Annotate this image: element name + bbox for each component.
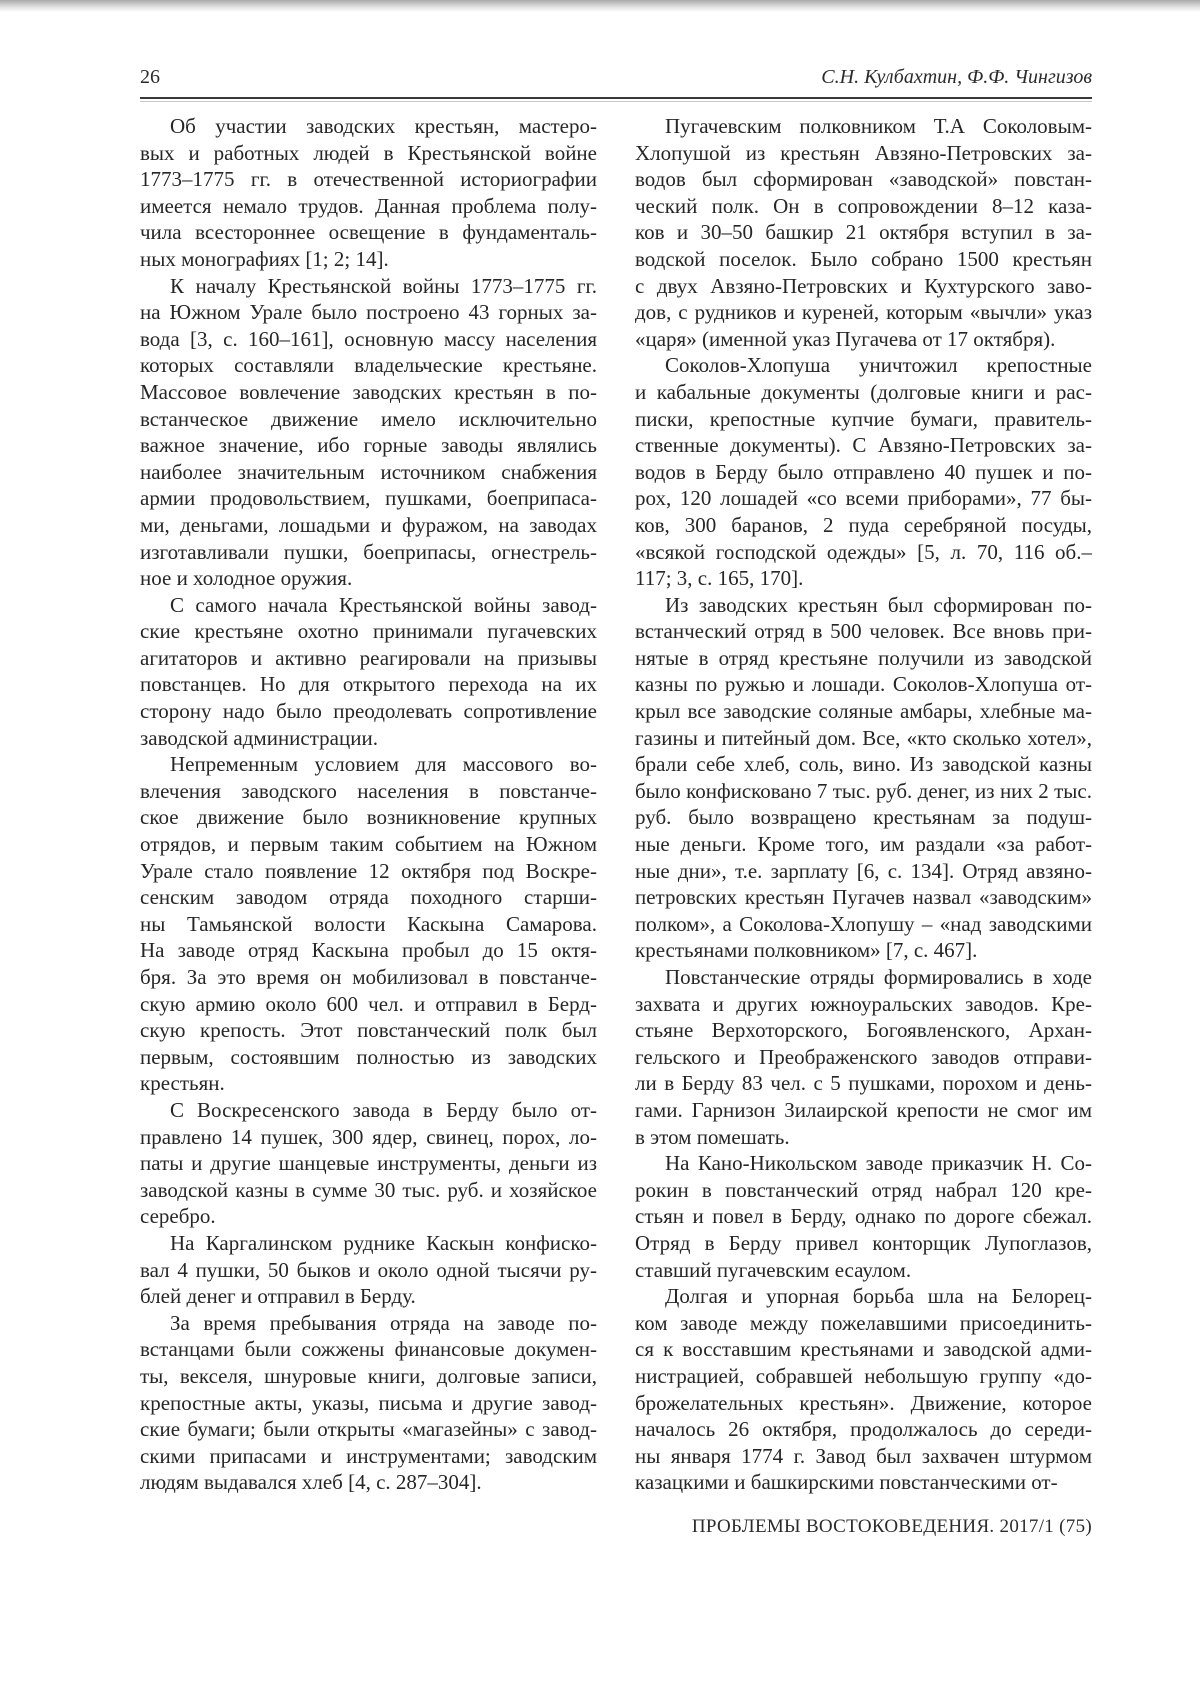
text-line: За время пребывания отряда на заводе по-	[170, 1310, 597, 1335]
text-line: водов в Берду было отправлено 40 пушек и по-	[635, 459, 1092, 484]
text-line: нятые в отряд крестьяне получили из заводской	[635, 645, 1092, 670]
text-line: на Южном Урале было построено 43 горных за-	[140, 300, 597, 325]
text-line: сенским заводом отряда походного старши-	[140, 885, 597, 910]
text-line: агитаторов и активно реагировали на призывы	[140, 645, 597, 670]
text-line: 117; 3, с. 165, 170].	[635, 566, 804, 591]
text-line: Массовое вовлечение заводских крестьян в по-	[140, 379, 597, 404]
text-line: руб. было возвращено крестьянам за подуш-	[635, 805, 1092, 830]
header-rule-divider	[140, 97, 1092, 102]
paragraph	[140, 1097, 597, 1230]
page-header	[140, 66, 1092, 89]
text-line: ские крестьяне охотно принимали пугачевских	[140, 619, 597, 644]
text-line: На заводе отряд Каскына пробыл до 15 октя-	[140, 938, 597, 963]
text-line: крестьян.	[140, 1071, 225, 1096]
text-line: гами. Гарнизон Зилаирской крепости не смог им	[635, 1097, 1092, 1122]
page-number: 26	[140, 66, 160, 88]
text-line: 1773–1775 гг. в отечественной историографии	[140, 167, 597, 192]
text-line: газины и питейный дом. Все, «кто сколько хотел»,	[635, 725, 1092, 750]
text-line: ческий полк. Он в сопровождении 8–12 каза-	[635, 193, 1092, 218]
text-line: «всякой господской одежды» [5, л. 70, 116 об.–	[635, 539, 1092, 564]
paragraph	[140, 1310, 597, 1496]
text-line: казны по ружью и лошади. Соколов-Хлопуша от-	[635, 672, 1092, 697]
paragraph	[140, 113, 597, 273]
text-line: и кабальные документы (долговые книги и рас-	[635, 379, 1092, 404]
text-line: рокин в повстанческий отряд набрал 120 кре-	[635, 1177, 1092, 1202]
text-line: заводской казны в сумме 30 тыс. руб. и хозяйское	[140, 1177, 597, 1202]
text-line: ли в Берду 83 чел. с 5 пушками, порохом и день-	[635, 1071, 1092, 1096]
text-line: водской поселок. Было собрано 1500 крестьян	[635, 246, 1092, 271]
text-line: крыл все заводские соляные амбары, хлебные ма-	[635, 699, 1092, 724]
text-line: правлено 14 пушек, 300 ядер, свинец, порох, ло-	[140, 1124, 597, 1149]
paragraph	[635, 1150, 1092, 1283]
text-line: ское движение было возникновение крупных	[140, 805, 597, 830]
text-line: влечения заводского населения в повстанче-	[140, 778, 597, 803]
text-line: дов, с рудников и куреней, которым «вычли» указ	[635, 300, 1092, 325]
text-line: повстанцев. Но для открытого перехода на их	[140, 672, 597, 697]
text-line: крестьянами полковником» [7, с. 467].	[635, 938, 978, 963]
text-line: гельского и Преображенского заводов отправи-	[635, 1044, 1092, 1069]
text-line: ся к восставшим крестьянами и заводской адми-	[635, 1337, 1092, 1362]
scan-edge-artifact	[0, 0, 1200, 12]
text-line: было конфисковано 7 тыс. руб. денег, из них 2 тыс.	[635, 778, 1092, 803]
text-line: в этом помешать.	[635, 1124, 790, 1149]
paragraph	[140, 592, 597, 752]
journal-footer: ПРОБЛЕМЫ ВОСТОКОВЕДЕНИЯ. 2017/1 (75)	[691, 1516, 1092, 1537]
text-line: вых и работных людей в Крестьянской войне	[140, 140, 597, 165]
paragraph	[140, 1230, 597, 1310]
text-line: началось 26 октября, продолжалось до середи-	[635, 1417, 1092, 1442]
text-line: ных монографиях [1; 2; 14].	[140, 246, 389, 271]
text-line: сторону надо было преодолевать сопротивление	[140, 699, 597, 724]
text-line: армии продовольствием, пушками, боеприпаса-	[140, 486, 597, 511]
text-line: встанческий отряд в 500 человек. Все вновь при-	[635, 619, 1092, 644]
text-line: стьян и повел в Берду, однако по дороге сбежал.	[635, 1204, 1092, 1229]
paragraph	[140, 751, 597, 1097]
text-line: ное и холодное оружия.	[140, 566, 353, 591]
text-line: К началу Крестьянской войны 1773–1775 гг.	[170, 273, 597, 298]
text-line: ты, векселя, шнуровые книги, долговые записи,	[140, 1363, 597, 1388]
text-line: скими припасами и инструментами; заводским	[140, 1443, 597, 1468]
text-line: ми, деньгами, лошадьми и фуражом, на заводах	[140, 512, 597, 537]
text-line: заводской администрации.	[140, 725, 378, 750]
paragraph	[140, 273, 597, 592]
text-line: ные деньги. Кроме того, им раздали «за работ-	[635, 832, 1092, 857]
text-line: ны января 1774 г. Завод был захвачен штурмом	[635, 1443, 1092, 1468]
text-line: ков и 30–50 башкир 21 октября вступил в за-	[635, 220, 1092, 245]
text-line: брожелательных крестьян». Движение, которое	[635, 1390, 1092, 1415]
text-line: казацкими и башкирскими повстанческими от-	[635, 1470, 1058, 1495]
text-line: блей денег и отправил в Берду.	[140, 1284, 416, 1309]
text-line: бря. За это время он мобилизовал в повстанче-	[140, 965, 597, 989]
text-line: стьяне Верхоторского, Богоявленского, Архан-	[635, 1018, 1092, 1043]
text-line: С Воскресенского завода в Берду было от-	[170, 1097, 597, 1122]
text-line: Непременным условием для массового во-	[170, 752, 597, 777]
running-head-authors: С.Н. Кулбахтин, Ф.Ф. Чингизов	[821, 66, 1092, 88]
text-line: чила всестороннее освещение в фундаменталь-	[140, 220, 597, 245]
text-line: ставший пугачевским есаулом.	[635, 1257, 912, 1282]
text-line: Долгая и упорная борьба шла на Белорец-	[665, 1284, 1092, 1309]
text-line: ственные документы). С Авзяно-Петровских за-	[635, 433, 1092, 458]
text-line: С самого начала Крестьянской войны завод-	[170, 592, 597, 617]
text-column-left	[140, 113, 597, 1496]
text-line: ские бумаги; были открыты «магазейны» с завод-	[140, 1417, 597, 1442]
text-line: На Кано-Никольском заводе приказчик Н. Со-	[665, 1151, 1092, 1176]
text-line: Пугачевским полковником Т.А Соколовым-	[665, 114, 1092, 138]
text-line: скую армию около 600 чел. и отправил в Берд-	[140, 991, 597, 1016]
text-line: Хлопушой из крестьян Авзяно-Петровских за-	[635, 140, 1092, 165]
text-line: встанческое движение имело исключительно	[140, 406, 597, 431]
text-line: ны Тамьянской волости Каскына Самарова.	[140, 911, 597, 936]
text-line: полком», а Соколова-Хлопушу – «над заводскими	[635, 911, 1092, 936]
text-line: серебро.	[140, 1204, 216, 1229]
paragraph	[635, 964, 1092, 1150]
text-line: Из заводских крестьян был сформирован по-	[665, 592, 1092, 617]
text-line: скую крепость. Этот повстанческий полк был	[140, 1018, 597, 1043]
paragraph	[635, 592, 1092, 964]
text-line: важное значение, ибо горные заводы являлись	[140, 433, 597, 458]
text-line: которых составляли владельческие крестьяне.	[140, 353, 597, 378]
text-line: На Каргалинском руднике Каскын конфиско-	[170, 1230, 597, 1255]
text-line: нистрацией, собравшей небольшую группу «до-	[635, 1363, 1092, 1388]
text-line: Урале стало появление 12 октября под Воскре-	[140, 858, 597, 883]
text-line: крепостные акты, указы, письма и другие завод-	[140, 1390, 597, 1415]
text-line: петровских крестьян Пугачев назвал «заводским»	[635, 885, 1092, 910]
text-line: Соколов-Хлопуша уничтожил крепостные	[665, 353, 1092, 378]
paragraph	[635, 113, 1092, 352]
text-line: ные дни», т.е. зарплату [6, с. 134]. Отряд авзяно-	[635, 858, 1092, 883]
text-line: людям выдавался хлеб [4, с. 287–304].	[140, 1470, 482, 1495]
text-line: с двух Авзяно-Петровских и Кухтурского заво-	[635, 273, 1092, 298]
text-line: рох, 120 лошадей «со всеми приборами», 77 бы-	[635, 486, 1092, 511]
text-column-right	[635, 113, 1092, 1496]
text-line: изготавливали пушки, боеприпасы, огнестрель-	[140, 539, 597, 564]
text-line: Отряд в Берду привел конторщик Лупоглазов,	[635, 1230, 1092, 1255]
text-line: ком заводе между пожелавшими присоединить-	[635, 1310, 1092, 1335]
text-line: имеется немало трудов. Данная проблема полу-	[140, 193, 597, 218]
text-line: Повстанческие отряды формировались в ходе	[665, 965, 1092, 989]
paragraph	[635, 352, 1092, 591]
text-line: писки, крепостные купчие бумаги, правитель-	[635, 406, 1092, 431]
text-line: ков, 300 баранов, 2 пуда серебряной посуды,	[635, 512, 1092, 537]
text-line: «царя» (именной указ Пугачева от 17 октября).	[635, 326, 1056, 351]
text-line: встанцами были сожжены финансовые докумен-	[140, 1337, 597, 1362]
paragraph	[635, 1283, 1092, 1496]
text-line: вода [3, с. 160–161], основную массу населения	[140, 326, 597, 351]
text-line: отрядов, и первым таким событием на Южном	[140, 832, 597, 857]
text-line: Об участии заводских крестьян, мастеро-	[170, 114, 597, 138]
text-line: паты и другие шанцевые инструменты, деньги из	[140, 1151, 597, 1176]
text-line: брали себе хлеб, соль, вино. Из заводской казны	[635, 752, 1092, 777]
text-line: наиболее значительным источником снабжения	[140, 459, 597, 484]
text-line: водов был сформирован «заводской» повстан-	[635, 167, 1092, 192]
text-line: захвата и других южноуральских заводов. Кре-	[635, 991, 1092, 1016]
text-line: вал 4 пушки, 50 быков и около одной тысячи ру-	[140, 1257, 597, 1282]
text-line: первым, состоявшим полностью из заводских	[140, 1044, 597, 1069]
